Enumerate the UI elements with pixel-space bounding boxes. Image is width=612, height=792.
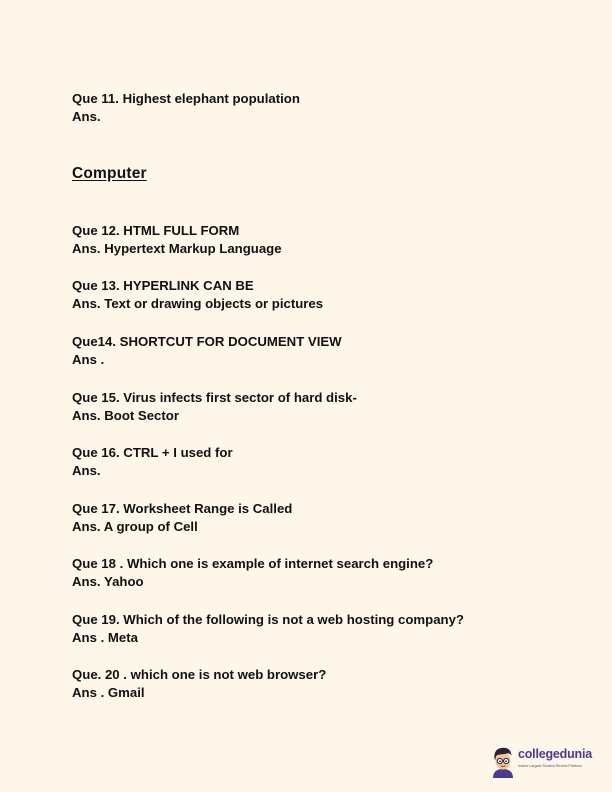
question-text: Que 11. Highest elephant population	[72, 91, 300, 106]
qa-item-20	[72, 666, 552, 702]
qa-item-18	[72, 555, 552, 591]
qa-item-19	[72, 611, 552, 647]
question-text: Que 17. Worksheet Range is Called	[72, 501, 293, 516]
qa-item-11	[72, 90, 552, 126]
qa-item-12	[72, 222, 552, 258]
question-text: Que 15. Virus infects first sector of hard disk-	[72, 390, 357, 405]
logo-tagline: India's Largest Student Review Platform	[518, 764, 582, 768]
qa-item-15	[72, 389, 552, 425]
answer-text: Ans . Gmail	[72, 685, 145, 700]
answer-text: Ans.	[72, 109, 101, 124]
question-text: Que 16. CTRL + I used for	[72, 445, 233, 460]
question-text: Que14. SHORTCUT FOR DOCUMENT VIEW	[72, 334, 342, 349]
logo-name: collegedunia	[518, 747, 593, 761]
section-heading-computer: Computer	[72, 165, 147, 182]
question-text: Que. 20 . which one is not web browser?	[72, 667, 327, 682]
qa-item-13	[72, 277, 552, 313]
question-text: Que 13. HYPERLINK CAN BE	[72, 278, 254, 293]
answer-text: Ans. Text or drawing objects or pictures	[72, 296, 324, 311]
answer-text: Ans.	[72, 463, 101, 478]
answer-text: Ans. A group of Cell	[72, 519, 198, 534]
answer-text: Ans . Meta	[72, 630, 138, 645]
question-text: Que 12. HTML FULL FORM	[72, 223, 240, 238]
mascot-icon	[489, 744, 517, 778]
qa-item-14	[72, 333, 552, 369]
collegedunia-logo	[489, 744, 593, 778]
qa-item-17	[72, 500, 552, 536]
answer-text: Ans. Yahoo	[72, 574, 144, 589]
qa-item-16	[72, 444, 552, 480]
question-text: Que 18 . Which one is example of internet search engine?	[72, 556, 434, 571]
answer-text: Ans. Boot Sector	[72, 408, 179, 423]
answer-text: Ans .	[72, 352, 105, 367]
answer-text: Ans. Hypertext Markup Language	[72, 241, 282, 256]
question-text: Que 19. Which of the following is not a web hosting company?	[72, 612, 464, 627]
